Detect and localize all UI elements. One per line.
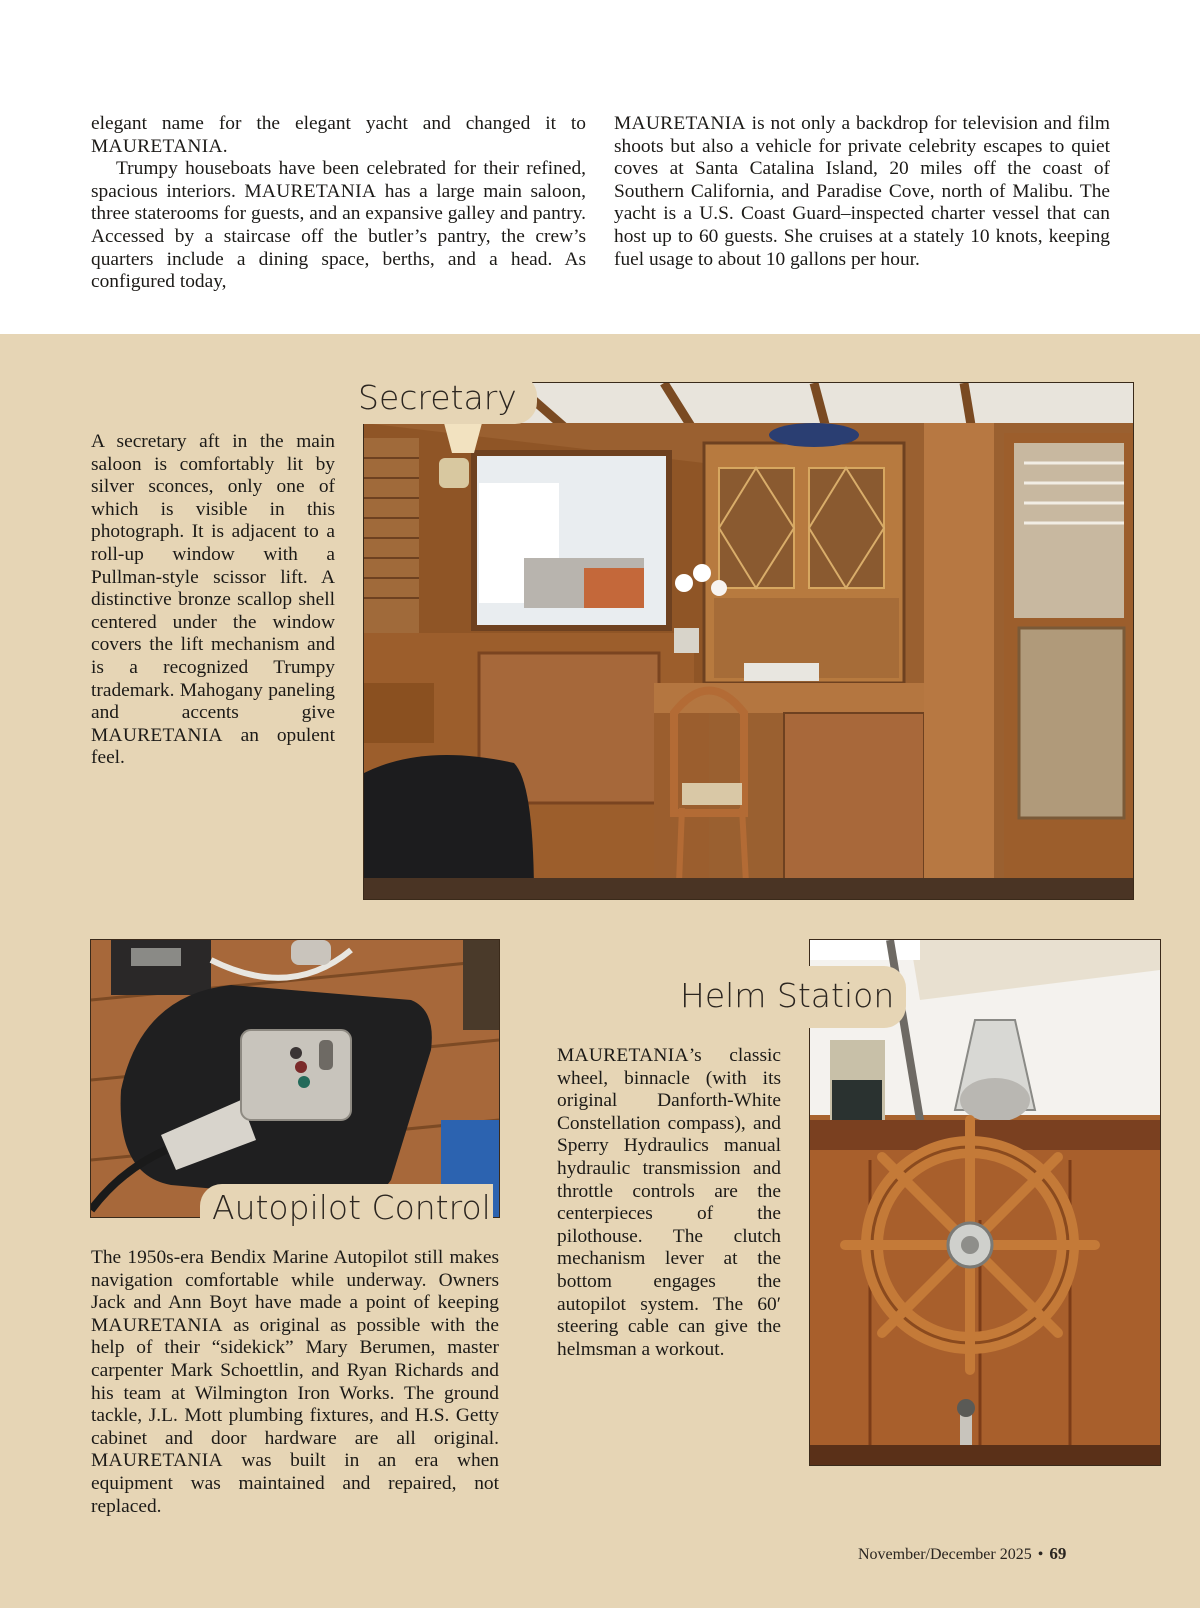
yacht-name: MAURETANIA [91, 1450, 223, 1472]
secretary-photo-illustration [364, 383, 1133, 899]
article-column-right [614, 113, 1110, 271]
text: ’s classic wheel, binnacle (with its original Danforth-White Constellation compass), and Sperry Hydraulics manual hydraulic transmission and throttle controls are the centerpieces of the pilothouse. The clutch mechanism lever at the bottom engages the autopilot system. The 60′ steering cable can give the helmsman a workout. [557, 1045, 781, 1360]
text: A secretary aft in the main saloon is comfortably lit by silver sconces, only one of which is visible in this photograph. It is adjacent to a roll-up window with a Pullman-style scissor lift. A distinctive bronze scallop shell centered under the window covers the lift mechanism and is a recognized Trumpy trademark. Mahogany paneling and accents give [91, 431, 335, 724]
secretary-title: Secretary [356, 374, 537, 424]
helm-caption [557, 1045, 781, 1361]
page-footer [858, 1544, 1066, 1564]
article-column-left [91, 113, 586, 294]
text: . [222, 135, 228, 157]
yacht-name: MAURETANIA [91, 1314, 223, 1336]
autopilot-photo [90, 939, 500, 1218]
autopilot-photo-illustration [91, 940, 499, 1217]
text: was built in an era when equipment was maintained and repaired, not replaced. [91, 1450, 499, 1517]
secretary-caption [91, 431, 335, 770]
yacht-name: MAURETANIA [91, 724, 223, 746]
footer-separator: • [1037, 1546, 1044, 1563]
yacht-name: MAURETANIA [557, 1045, 689, 1066]
page-number: 69 [1049, 1544, 1067, 1563]
yacht-name: MAURETANIA [614, 113, 746, 134]
helm-title: Helm Station [676, 966, 906, 1028]
autopilot-caption [91, 1247, 499, 1518]
yacht-name: MAURETANIA [91, 135, 223, 157]
text: Trumpy houseboats have been celebrated for their refined, spacious interiors. [91, 158, 586, 202]
paragraph [91, 158, 586, 294]
issue-date: November/December 2025 [858, 1546, 1032, 1563]
text: as original as possible with the help of their “sidekick” Mary Berumen, master carpenter Mark Schoettlin, and Ryan Richards and his team at Wilmington Iron Works. The ground tackle, J.L. Mott plumbing fixtures, and H.S. Getty cabinet and door hardware are all original. [91, 1314, 499, 1449]
text: has a large main saloon, three staterooms for guests, and an expansive galley and pantry. Accessed by a staircase off the butler’s pantry, the crew’s quarters include a dining space, berths, and a head. As configured today, [91, 180, 586, 293]
paragraph [614, 113, 1110, 271]
autopilot-title: Autopilot Control [200, 1184, 493, 1234]
text: is not only a backdrop for television and film shoots but also a vehicle for private celebrity escapes to quiet coves at Santa Catalina Island, 20 miles off the coast of Southern California, and Paradise Cove, north of Malibu. The yacht is a U.S. Coast Guard–inspected charter vessel that can host up to 60 guests. She cruises at a stately 10 knots, keeping fuel usage to about 10 gallons per hour. [614, 113, 1110, 270]
text: The 1950s-era Bendix Marine Autopilot still makes navigation comfortable while underway. Owners Jack and Ann Boyt have made a point of keeping [91, 1247, 499, 1314]
text: an opulent feel. [91, 724, 335, 769]
paragraph [91, 113, 586, 158]
secretary-photo [363, 382, 1134, 900]
yacht-name: MAURETANIA [244, 180, 377, 202]
text: elegant name for the elegant yacht and changed it to [91, 113, 586, 134]
